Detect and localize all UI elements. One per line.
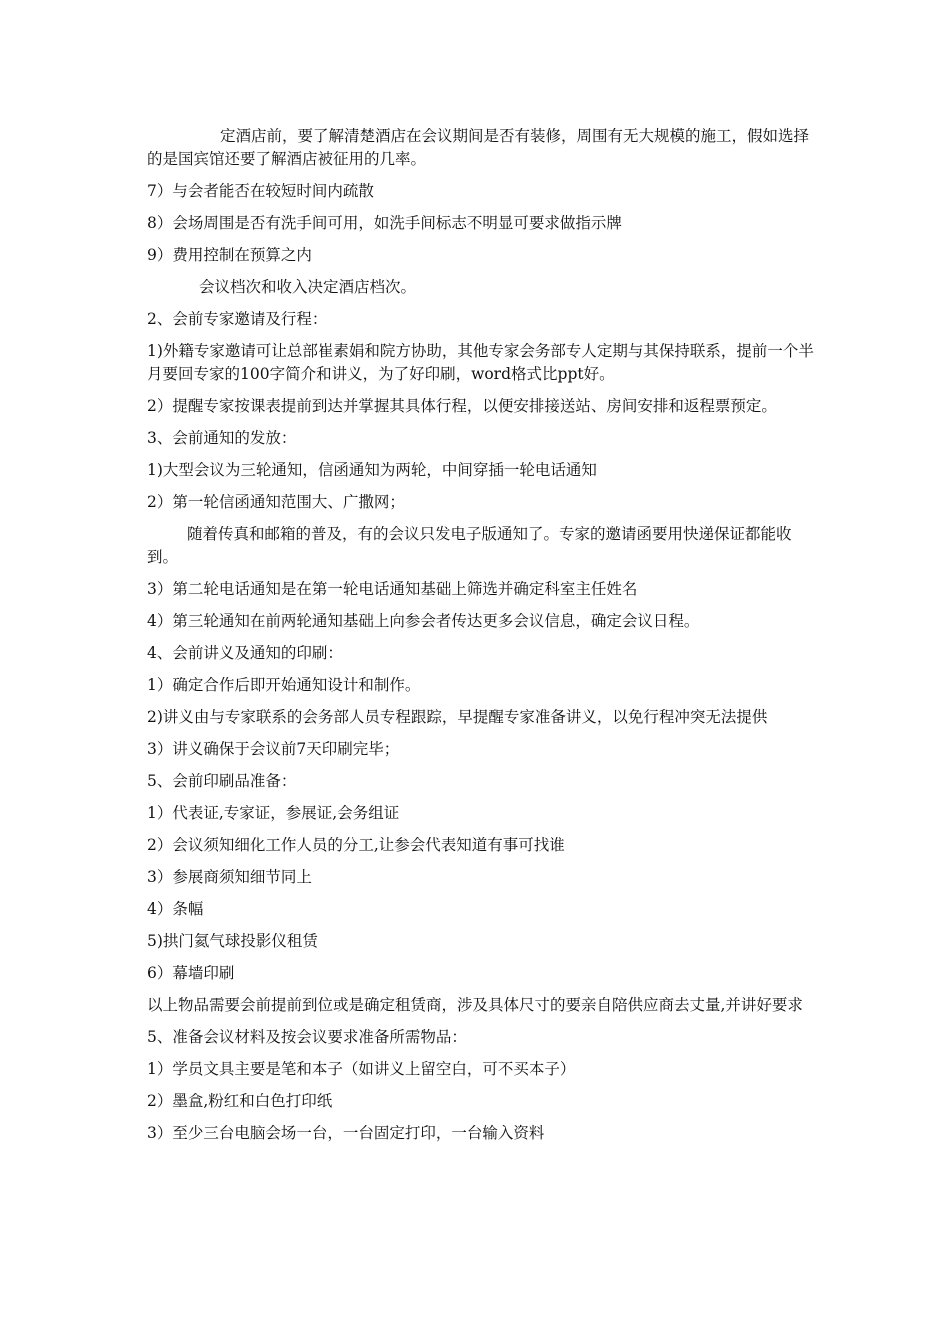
paragraph: 2）墨盒,粉红和白色打印纸 [147,1092,333,1110]
section-heading: 5、会前印刷品准备： [147,772,297,790]
paragraph: 1）学员文具主要是笔和本子（如讲义上留空白，可不买本子） [147,1060,576,1078]
paragraph: 3）至少三台电脑会场一台，一台固定打印，一台输入资料 [147,1124,545,1142]
paragraph: 定酒店前，要了解清楚酒店在会议期间是否有装修，周围有无大规模的施工，假如选择的是国宾馆还要了解酒店被征用的几率。 [147,127,810,168]
paragraph: 3）参展商须知细节同上 [147,868,312,886]
section-heading: 3、会前通知的发放： [147,429,297,447]
paragraph: 会议档次和收入决定酒店档次。 [199,278,417,296]
paragraph: 1)外籍专家邀请可让总部崔素娟和院方协助，其他专家会务部专人定期与其保持联系，提前一个半月要回专家的100字简介和讲义，为了好印刷，word格式比ppt好。 [147,342,814,383]
paragraph: 2）提醒专家按课表提前到达并掌握其具体行程，以便安排接送站、房间安排和返程票预定。 [147,397,777,415]
paragraph: 以上物品需要会前提前到位或是确定租赁商，涉及具体尺寸的要亲自陪供应商去丈量,并讲好要求 [147,996,803,1014]
paragraph: 2)讲义由与专家联系的会务部人员专程跟踪，早提醒专家准备讲义，以免行程冲突无法提供 [147,708,768,726]
paragraph: 6）幕墙印刷 [147,964,235,982]
document-body [147,125,819,1154]
paragraph: 4）条幅 [147,900,204,918]
paragraph: 9）费用控制在预算之内 [147,246,312,264]
section-heading: 5、准备会议材料及按会议要求准备所需物品： [147,1028,467,1046]
section-heading: 4、会前讲义及通知的印刷： [147,644,343,662]
paragraph: 3）讲义确保于会议前7天印刷完毕； [147,740,400,758]
paragraph: 1）确定合作后即开始通知设计和制作。 [147,676,421,694]
paragraph: 4）第三轮通知在前两轮通知基础上向参会者传达更多会议信息，确定会议日程。 [147,612,700,630]
paragraph: 2）会议须知细化工作人员的分工,让参会代表知道有事可找谁 [147,836,565,854]
section-heading: 2、会前专家邀请及行程： [147,310,328,328]
paragraph: 7）与会者能否在较短时间内疏散 [147,182,374,200]
paragraph: 5)拱门氦气球投影仪租赁 [147,932,318,950]
paragraph: 8）会场周围是否有洗手间可用，如洗手间标志不明显可要求做指示牌 [147,214,622,232]
paragraph: 随着传真和邮箱的普及，有的会议只发电子版通知了。专家的邀请函要用快递保证都能收到。 [147,525,792,566]
paragraph: 1）代表证,专家证，参展证,会务组证 [147,804,400,822]
paragraph: 3）第二轮电话通知是在第一轮电话通知基础上筛选并确定科室主任姓名 [147,580,638,598]
paragraph: 2）第一轮信函通知范围大、广撒网； [147,493,405,511]
paragraph: 1)大型会议为三轮通知，信函通知为两轮，中间穿插一轮电话通知 [147,461,597,479]
